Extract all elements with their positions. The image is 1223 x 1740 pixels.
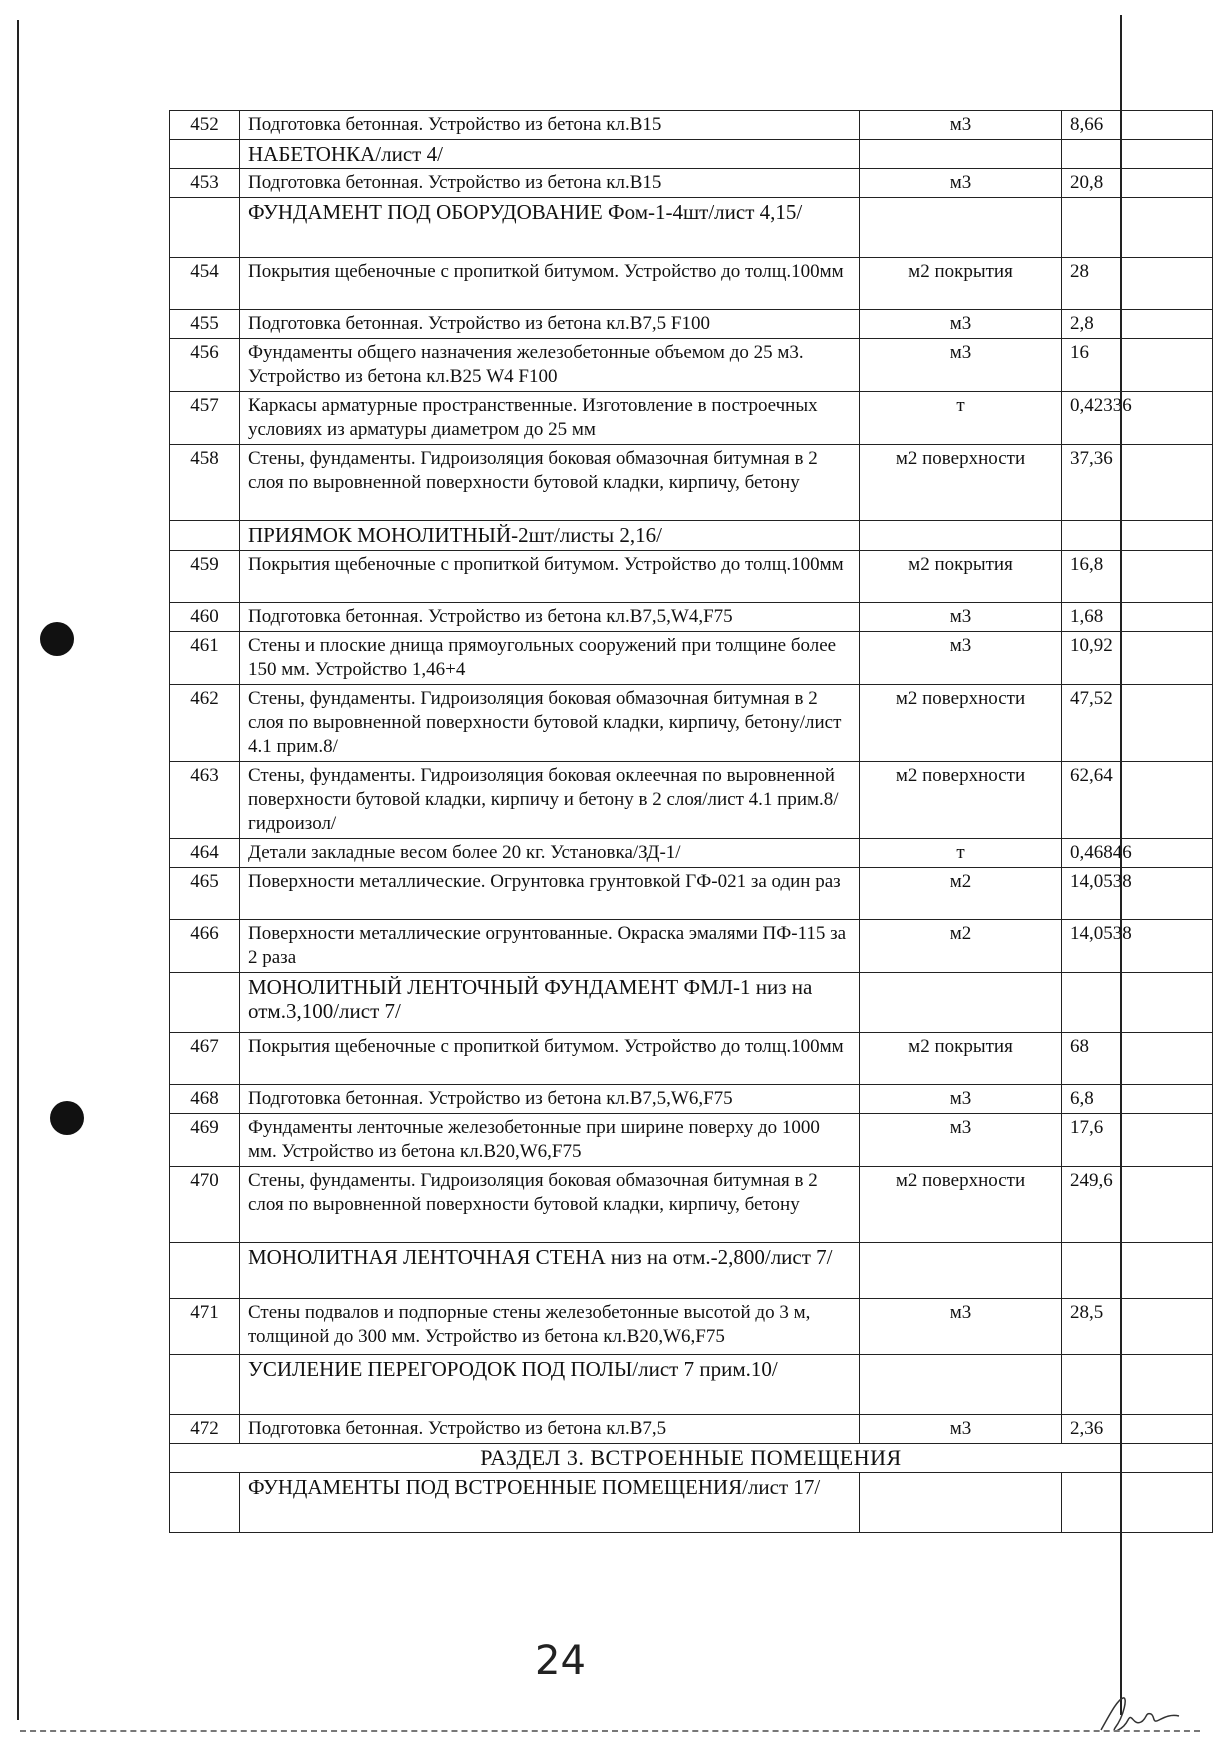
item-unit-cell: т <box>860 839 1062 868</box>
item-number-cell: 454 <box>170 258 240 310</box>
table-row <box>170 445 1213 521</box>
table-row <box>170 310 1213 339</box>
item-unit-cell: м3 <box>860 339 1062 392</box>
item-unit-cell: м3 <box>860 310 1062 339</box>
table-row <box>170 551 1213 603</box>
item-description-cell: Поверхности металлические. Огрунтовка грунтовкой ГФ-021 за один раз <box>240 868 860 920</box>
item-number-cell: 469 <box>170 1114 240 1167</box>
item-quantity-cell: 10,92 <box>1062 632 1213 685</box>
item-quantity-cell: 37,36 <box>1062 445 1213 521</box>
item-number-cell: 455 <box>170 310 240 339</box>
item-number-cell: 457 <box>170 392 240 445</box>
item-number-cell: 460 <box>170 603 240 632</box>
item-unit-cell: м3 <box>860 1299 1062 1355</box>
item-unit-cell: м3 <box>860 1085 1062 1114</box>
part-heading-row <box>170 1444 1213 1473</box>
item-quantity-cell: 17,6 <box>1062 1114 1213 1167</box>
section-title-cell: ФУНДАМЕНТ ПОД ОБОРУДОВАНИЕ Фом-1-4шт/лист 4,15/ <box>240 198 860 258</box>
item-description-cell: Стены подвалов и подпорные стены железобетонные высотой до 3 м, толщиной до 300 мм. Устройство из бетона кл.В20,W6,F75 <box>240 1299 860 1355</box>
item-quantity-cell: 16 <box>1062 339 1213 392</box>
item-unit-cell: м2 поверхности <box>860 762 1062 839</box>
section-heading-row <box>170 973 1213 1033</box>
section-heading-row <box>170 140 1213 169</box>
item-description-cell: Фундаменты ленточные железобетонные при ширине поверху до 1000 мм. Устройство из бетона кл.В20,W6,F75 <box>240 1114 860 1167</box>
item-quantity-cell: 2,36 <box>1062 1415 1213 1444</box>
item-quantity-cell: 249,6 <box>1062 1167 1213 1243</box>
item-number-cell: 459 <box>170 551 240 603</box>
empty-quantity-cell <box>1062 198 1213 258</box>
section-heading-row <box>170 1355 1213 1415</box>
table-row <box>170 1415 1213 1444</box>
item-unit-cell: м2 покрытия <box>860 551 1062 603</box>
item-description-cell: Подготовка бетонная. Устройство из бетона кл.В15 <box>240 111 860 140</box>
empty-quantity-cell <box>1062 140 1213 169</box>
item-unit-cell: м3 <box>860 1114 1062 1167</box>
item-unit-cell: м2 покрытия <box>860 258 1062 310</box>
item-number-cell: 466 <box>170 920 240 973</box>
item-unit-cell: м2 поверхности <box>860 1167 1062 1243</box>
item-unit-cell: м3 <box>860 603 1062 632</box>
empty-quantity-cell <box>1062 521 1213 551</box>
empty-unit-cell <box>860 1243 1062 1299</box>
item-description-cell: Стены, фундаменты. Гидроизоляция боковая оклеечная по выровненной поверхности бутовой кладки, кирпичу и бетону в 2 слоя/лист 4.1 прим.8/гидроизол/ <box>240 762 860 839</box>
scan-edge-line <box>20 1730 1200 1732</box>
item-unit-cell: м2 поверхности <box>860 685 1062 762</box>
item-number-cell: 458 <box>170 445 240 521</box>
table-row <box>170 920 1213 973</box>
section-heading-row <box>170 198 1213 258</box>
section-title-cell: УСИЛЕНИЕ ПЕРЕГОРОДОК ПОД ПОЛЫ/лист 7 прим.10/ <box>240 1355 860 1415</box>
table-row <box>170 392 1213 445</box>
item-quantity-cell: 28 <box>1062 258 1213 310</box>
item-number-cell: 472 <box>170 1415 240 1444</box>
item-number-cell: 467 <box>170 1033 240 1085</box>
empty-unit-cell <box>860 1473 1062 1533</box>
table-row <box>170 1299 1213 1355</box>
item-quantity-cell: 8,66 <box>1062 111 1213 140</box>
item-description-cell: Подготовка бетонная. Устройство из бетона кл.В7,5,W4,F75 <box>240 603 860 632</box>
section-heading-row <box>170 1473 1213 1533</box>
item-quantity-cell: 0,46846 <box>1062 839 1213 868</box>
empty-unit-cell <box>860 973 1062 1033</box>
item-number-cell: 471 <box>170 1299 240 1355</box>
item-description-cell: Детали закладные весом более 20 кг. Установка/ЗД-1/ <box>240 839 860 868</box>
empty-number-cell <box>170 140 240 169</box>
empty-quantity-cell <box>1062 1473 1213 1533</box>
table-row <box>170 762 1213 839</box>
item-description-cell: Стены, фундаменты. Гидроизоляция боковая обмазочная битумная в 2 слоя по выровненной поверхности бутовой кладки, кирпичу, бетону/лист 4.1 прим.8/ <box>240 685 860 762</box>
empty-unit-cell <box>860 521 1062 551</box>
item-unit-cell: м3 <box>860 111 1062 140</box>
item-description-cell: Стены, фундаменты. Гидроизоляция боковая обмазочная битумная в 2 слоя по выровненной поверхности бутовой кладки, кирпичу, бетону <box>240 445 860 521</box>
item-number-cell: 453 <box>170 169 240 198</box>
empty-number-cell <box>170 1243 240 1299</box>
item-description-cell: Покрытия щебеночные с пропиткой битумом. Устройство до толщ.100мм <box>240 1033 860 1085</box>
item-unit-cell: м2 <box>860 868 1062 920</box>
table-row <box>170 632 1213 685</box>
item-unit-cell: м3 <box>860 169 1062 198</box>
empty-quantity-cell <box>1062 1243 1213 1299</box>
section-title-cell: МОНОЛИТНЫЙ ЛЕНТОЧНЫЙ ФУНДАМЕНТ ФМЛ-1 низ на отм.3,100/лист 7/ <box>240 973 860 1033</box>
table-row <box>170 839 1213 868</box>
empty-number-cell <box>170 521 240 551</box>
binder-hole-bottom <box>50 1101 84 1135</box>
item-unit-cell: м3 <box>860 632 1062 685</box>
item-unit-cell: м2 покрытия <box>860 1033 1062 1085</box>
binder-hole-top <box>40 622 74 656</box>
section-heading-row <box>170 1243 1213 1299</box>
section-title-cell: ФУНДАМЕНТЫ ПОД ВСТРОЕННЫЕ ПОМЕЩЕНИЯ/лист 17/ <box>240 1473 860 1533</box>
empty-number-cell <box>170 1355 240 1415</box>
table-row <box>170 868 1213 920</box>
table-row <box>170 1167 1213 1243</box>
item-quantity-cell: 28,5 <box>1062 1299 1213 1355</box>
section-title-cell: МОНОЛИТНАЯ ЛЕНТОЧНАЯ СТЕНА низ на отм.-2,800/лист 7/ <box>240 1243 860 1299</box>
item-number-cell: 468 <box>170 1085 240 1114</box>
item-unit-cell: м3 <box>860 1415 1062 1444</box>
item-quantity-cell: 14,0538 <box>1062 868 1213 920</box>
item-quantity-cell: 47,52 <box>1062 685 1213 762</box>
item-description-cell: Покрытия щебеночные с пропиткой битумом. Устройство до толщ.100мм <box>240 551 860 603</box>
item-number-cell: 463 <box>170 762 240 839</box>
item-quantity-cell: 62,64 <box>1062 762 1213 839</box>
item-description-cell: Покрытия щебеночные с пропиткой битумом. Устройство до толщ.100мм <box>240 258 860 310</box>
item-number-cell: 461 <box>170 632 240 685</box>
item-number-cell: 462 <box>170 685 240 762</box>
item-unit-cell: т <box>860 392 1062 445</box>
item-quantity-cell: 68 <box>1062 1033 1213 1085</box>
section-title-cell: НАБЕТОНКА/лист 4/ <box>240 140 860 169</box>
item-quantity-cell: 14,0538 <box>1062 920 1213 973</box>
table-row <box>170 685 1213 762</box>
item-description-cell: Стены и плоские днища прямоугольных сооружений при толщине более 150 мм. Устройство 1,46+4 <box>240 632 860 685</box>
item-quantity-cell: 1,68 <box>1062 603 1213 632</box>
table-body <box>170 111 1213 1533</box>
table-row <box>170 1114 1213 1167</box>
item-description-cell: Подготовка бетонная. Устройство из бетона кл.В7,5 F100 <box>240 310 860 339</box>
item-description-cell: Стены, фундаменты. Гидроизоляция боковая обмазочная битумная в 2 слоя по выровненной поверхности бутовой кладки, кирпичу, бетону <box>240 1167 860 1243</box>
section-title-cell: ПРИЯМОК МОНОЛИТНЫЙ-2шт/листы 2,16/ <box>240 521 860 551</box>
item-number-cell: 464 <box>170 839 240 868</box>
table-row <box>170 1085 1213 1114</box>
item-description-cell: Подготовка бетонная. Устройство из бетона кл.В15 <box>240 169 860 198</box>
item-description-cell: Фундаменты общего назначения железобетонные объемом до 25 м3. Устройство из бетона кл.В25 W4 F100 <box>240 339 860 392</box>
empty-unit-cell <box>860 198 1062 258</box>
item-unit-cell: м2 <box>860 920 1062 973</box>
item-description-cell: Подготовка бетонная. Устройство из бетона кл.В7,5 <box>240 1415 860 1444</box>
empty-number-cell <box>170 198 240 258</box>
empty-number-cell <box>170 973 240 1033</box>
empty-quantity-cell <box>1062 973 1213 1033</box>
item-quantity-cell: 6,8 <box>1062 1085 1213 1114</box>
item-number-cell: 452 <box>170 111 240 140</box>
item-description-cell: Подготовка бетонная. Устройство из бетона кл.В7,5,W6,F75 <box>240 1085 860 1114</box>
empty-unit-cell <box>860 140 1062 169</box>
empty-unit-cell <box>860 1355 1062 1415</box>
item-quantity-cell: 2,8 <box>1062 310 1213 339</box>
item-number-cell: 465 <box>170 868 240 920</box>
table-row <box>170 339 1213 392</box>
table-row <box>170 169 1213 198</box>
item-quantity-cell: 0,42336 <box>1062 392 1213 445</box>
section-heading-row <box>170 521 1213 551</box>
bill-of-quantities-table <box>169 110 1213 1533</box>
empty-quantity-cell <box>1062 1355 1213 1415</box>
handwritten-page-number: 24 <box>535 1638 586 1684</box>
item-number-cell: 456 <box>170 339 240 392</box>
table-row <box>170 1033 1213 1085</box>
part-title-cell: РАЗДЕЛ 3. ВСТРОЕННЫЕ ПОМЕЩЕНИЯ <box>170 1444 1213 1473</box>
left-margin-line <box>17 20 19 1720</box>
empty-number-cell <box>170 1473 240 1533</box>
item-unit-cell: м2 поверхности <box>860 445 1062 521</box>
item-number-cell: 470 <box>170 1167 240 1243</box>
table-row <box>170 111 1213 140</box>
item-description-cell: Каркасы арматурные пространственные. Изготовление в построечных условиях из арматуры диаметром до 25 мм <box>240 392 860 445</box>
table-row <box>170 258 1213 310</box>
table-row <box>170 603 1213 632</box>
item-quantity-cell: 16,8 <box>1062 551 1213 603</box>
item-quantity-cell: 20,8 <box>1062 169 1213 198</box>
item-description-cell: Поверхности металлические огрунтованные. Окраска эмалями ПФ-115 за 2 раза <box>240 920 860 973</box>
